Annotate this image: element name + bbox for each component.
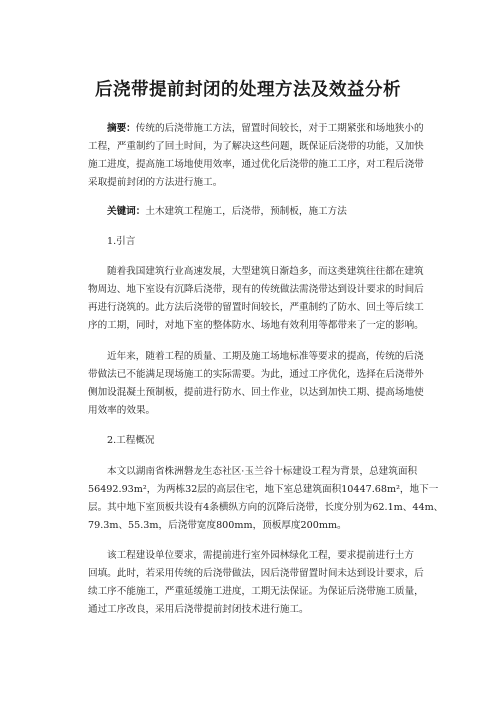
abstract-line: 传统的后浇带施工方法，留置时间较长，对于工期紧张和场地狭小的: [135, 123, 424, 134]
paragraph-line: 本文以湖南省株洲磐龙生态社区·玉兰谷十标建设工程为背景，总建筑面积: [107, 466, 418, 477]
keywords: [88, 203, 418, 221]
abstract-line: 工程，严重制约了回土时间，为了解决这些问题，既保证后浇带的功能，又加快: [88, 141, 424, 152]
paragraph-line: 随着我国建筑行业高速发展，大型建筑日渐趋多，而这类建筑往往都在建筑: [107, 266, 424, 277]
document-title: 后浇带提前封闭的处理方法及效益分析: [95, 80, 401, 100]
paragraph-line: 序的工期，同时，对地下室的整体防水、场地有效利用等都带来了一定的影响。: [88, 320, 424, 331]
section-2: [88, 432, 418, 450]
paragraph-line: 侧加设混凝土预制板，提前进行防水、回土作业，以达到加快工期、提高场地使: [88, 387, 424, 398]
section-1: [88, 233, 418, 251]
abstract: [88, 120, 424, 192]
paragraph-line: 层。其中地下室顶板共设有4条横纵方向的沉降后浇带，长度分别为62.1m、44m、: [88, 502, 444, 513]
paragraph-line: 通过工序改良，采用后浇带提前封闭技术进行施工。: [88, 604, 309, 615]
paragraph-line: 79.3m、55.3m，后浇带宽度800mm，顶板厚度200mm。: [88, 520, 347, 531]
section-heading: 1.引言: [107, 236, 136, 247]
section-2-paragraph-2: [88, 547, 424, 619]
paragraph-line: 用效率的效果。: [88, 405, 156, 416]
abstract-label: 摘要：: [107, 123, 136, 134]
paragraph-line: 带做法已不能满足现场施工的实际需要。为此，通过工序优化，选择在后浇带外: [88, 369, 424, 380]
abstract-line: 采取提前封闭的方法进行施工。: [88, 177, 223, 188]
section-heading: 2.工程概况: [107, 435, 155, 446]
paragraph-line: 该工程建设单位要求，需提前进行室外园林绿化工程，要求提前进行土方: [107, 550, 414, 561]
abstract-line: 施工进度，提高施工场地使用效率，通过优化后浇带的施工工序，对工程后浇带: [88, 159, 424, 170]
paragraph-line: 物周边、地下室设有沉降后浇带，现有的传统做法需浇带达到设计要求的时间后: [88, 284, 424, 295]
section-1-paragraph-1: [88, 263, 424, 335]
paragraph-line: 56492.93m²，为两栋32层的高层住宅，地下室总建筑面积10447.68m²，地下一: [88, 484, 439, 495]
paragraph-line: 近年来，随着工程的质量、工期及施工场地标准等要求的提高，传统的后浇: [107, 351, 424, 362]
keywords-text: 土木建筑工程施工，后浇带，预制板，施工方法: [145, 206, 347, 217]
section-1-paragraph-2: [88, 348, 424, 420]
paragraph-line: 回填。此时，若采用传统的后浇带做法，因后浇带留置时间未达到设计要求，后: [88, 568, 424, 579]
paragraph-line: 续工序不能施工，严重延缓施工进度，工期无法保证。为保证后浇带施工质量，: [88, 586, 424, 597]
keywords-label: 关键词：: [107, 206, 146, 217]
paragraph-line: 再进行浇筑的。此方法后浇带的留置时间较长，严重制约了防水、回土等后续工: [88, 302, 424, 313]
section-2-paragraph-1: [88, 463, 444, 535]
